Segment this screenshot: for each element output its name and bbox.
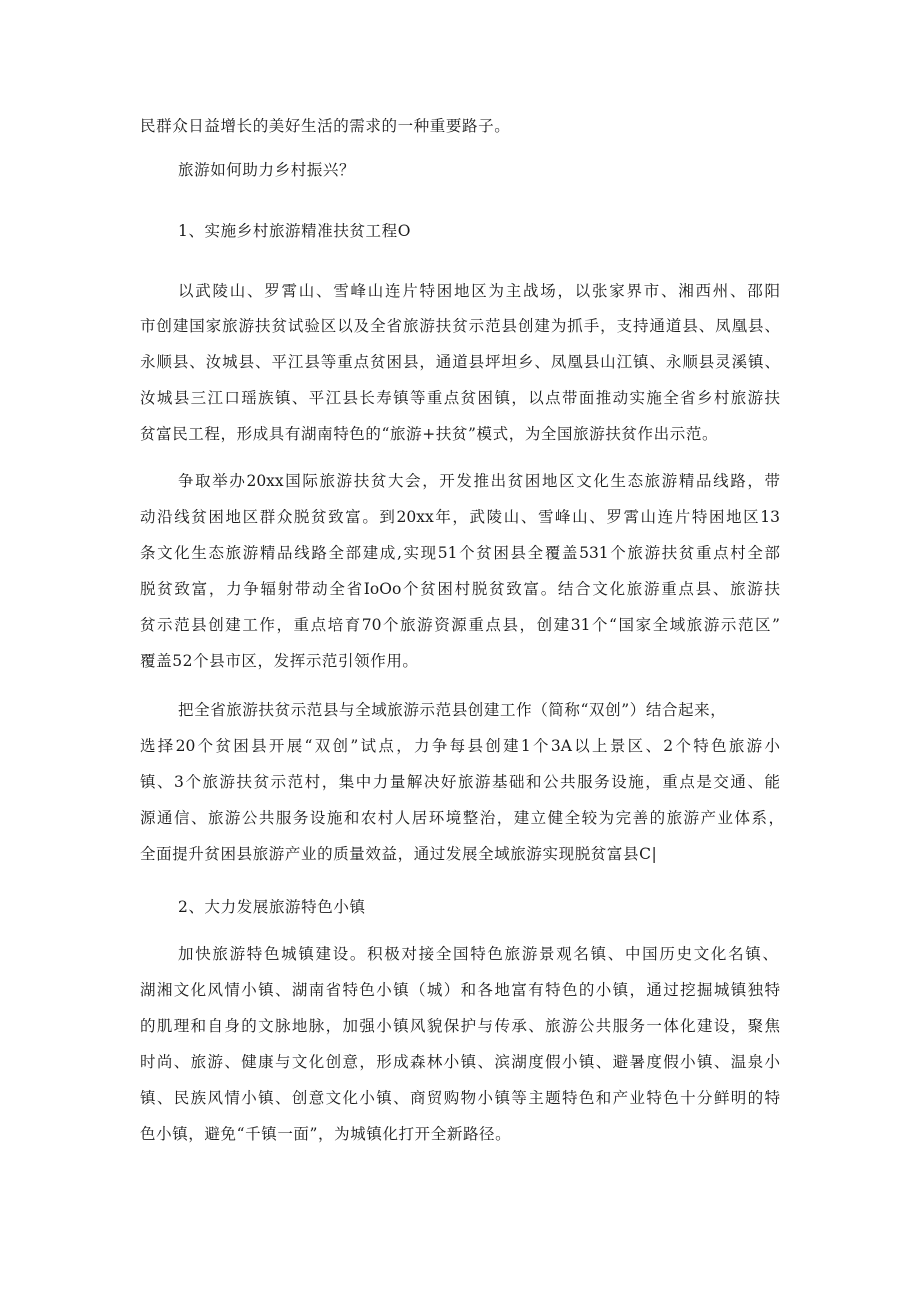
paragraph-2-line: 贫示范县创建工作，重点培育70个旅游资源重点县，创建31个“国家全域旅游示范区”	[140, 616, 780, 634]
paragraph-4-line: 色小镇，避免“千镇一面”，为城镇化打开全新路径。	[140, 1125, 512, 1143]
paragraph-3-line: 全面提升贫困县旅游产业的质量效益，通过发展全域旅游实现脱贫富县C|	[140, 845, 658, 863]
paragraph-1-line: 市创建国家旅游扶贫试验区以及全省旅游扶贫示范县创建为抓手，支持通道县、凤凰县、	[140, 317, 780, 335]
paragraph-3-line: 把全省旅游扶贫示范县与全域旅游示范县创建工作（简称“双创”）结合起来，	[178, 701, 727, 719]
paragraph-2-line: 动沿线贫困地区群众脱贫致富。到20xx年，武陵山、雪峰山、罗霄山连片特困地区13	[140, 508, 780, 526]
section-heading-1: 1、实施乡村旅游精准扶贫工程O	[178, 222, 412, 240]
paragraph-4-line: 湖湘文化风情小镇、湖南省特色小镇（城）和各地富有特色的小镇，通过挖掘城镇独特	[140, 981, 780, 999]
paragraph-1-line: 以武陵山、罗霄山、雪峰山连片特困地区为主战场，以张家界市、湘西州、邵阳	[178, 282, 780, 300]
paragraph-2-line: 条文化生态旅游精品线路全部建成,实现51个贫困县全覆盖531个旅游扶贫重点村全部	[140, 544, 780, 562]
paragraph-2-line: 覆盖52个县市区，发挥示范引领作用。	[140, 652, 419, 670]
paragraph-4-line: 时尚、旅游、健康与文化创意，形成森林小镇、滨湖度假小镇、避暑度假小镇、温泉小	[140, 1053, 780, 1071]
paragraph-3-line: 选择20个贫困县开展“双创”试点，力争每县创建1个3A以上景区、2个特色旅游小	[140, 737, 780, 755]
question-heading: 旅游如何助力乡村振兴？	[178, 161, 356, 179]
paragraph-2-line: 争取举办20xx国际旅游扶贫大会，开发推出贫困地区文化生态旅游精品线路，带	[178, 472, 780, 490]
paragraph-1-line: 贫富民工程，形成具有湖南特色的“旅游+扶贫”模式，为全国旅游扶贫作出示范。	[140, 425, 719, 443]
paragraph-1-line: 永顺县、汝城县、平江县等重点贫困县，通道县坪坦乡、凤凰县山江镇、永顺县灵溪镇、	[140, 353, 780, 371]
paragraph-line: 民群众日益增长的美好生活的需求的一种重要路子。	[140, 117, 511, 135]
section-heading-2: 2、大力发展旅游特色小镇	[178, 898, 366, 916]
paragraph-4-line: 加快旅游特色城镇建设。积极对接全国特色旅游景观名镇、中国历史文化名镇、	[178, 945, 778, 963]
paragraph-1-line: 汝城县三江口瑶族镇、平江县长寿镇等重点贫困镇，以点带面推动实施全省乡村旅游扶	[140, 389, 780, 407]
paragraph-3-line: 源通信、旅游公共服务设施和农村人居环境整治，建立健全较为完善的旅游产业体系，	[140, 809, 784, 827]
paragraph-4-line: 镇、民族风情小镇、创意文化小镇、商贸购物小镇等主题特色和产业特色十分鲜明的特	[140, 1089, 780, 1107]
paragraph-3-line: 镇、3个旅游扶贫示范村，集中力量解决好旅游基础和公共服务设施，重点是交通、能	[140, 773, 780, 791]
paragraph-2-line: 脱贫致富，力争辐射带动全省IoOo个贫困村脱贫致富。结合文化旅游重点县、旅游扶	[140, 580, 780, 598]
paragraph-4-line: 的肌理和自身的文脉地脉，加强小镇风貌保护与传承、旅游公共服务一体化建设，聚焦	[140, 1017, 780, 1035]
